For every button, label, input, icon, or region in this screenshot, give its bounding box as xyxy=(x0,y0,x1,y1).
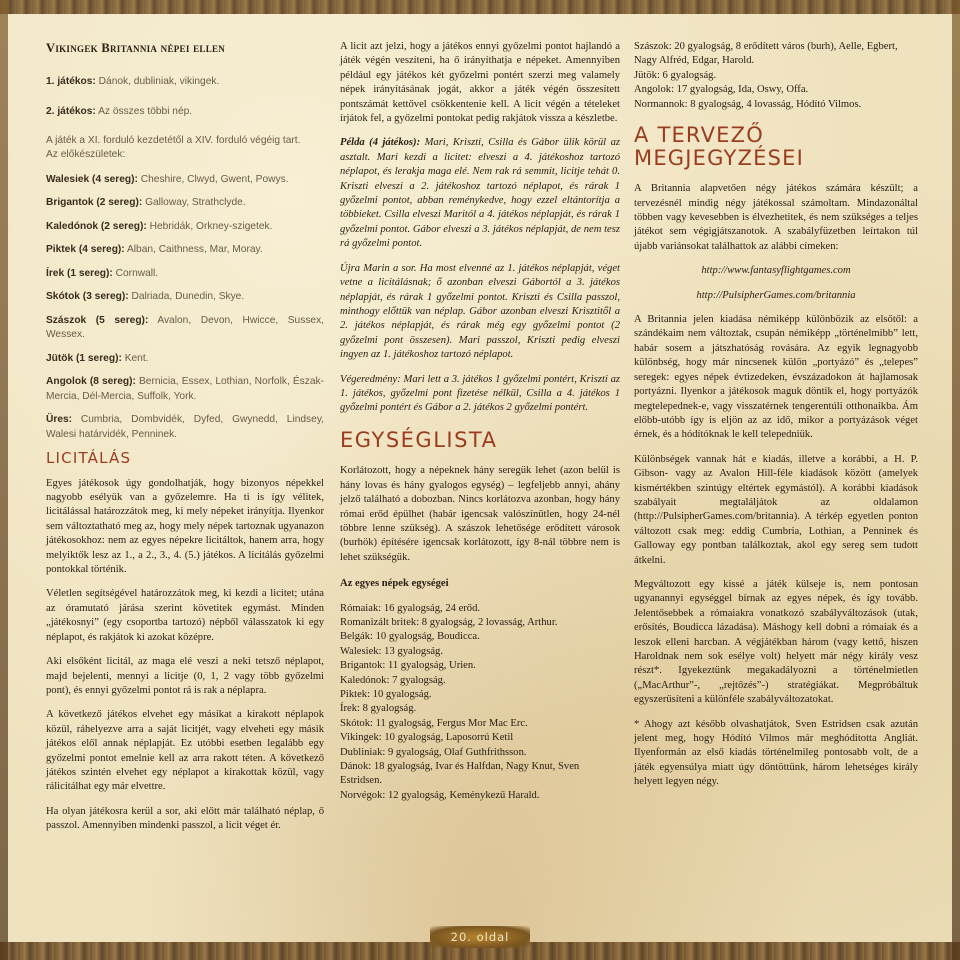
designer-notes-heading-line1: A TERVEZŐ xyxy=(634,123,764,148)
setup-text: Avalon, Devon, Hwicce, Sussex, Wessex. xyxy=(46,314,324,341)
setup-text: Hebridák, Orkney-szigetek. xyxy=(146,220,273,232)
bidding-paragraph: Egyes játékosok úgy gondolhatják, hogy bizonyos népekkel nagyobb esélyük van a győzelemre. Ha ti is így vélitek, licitálással határozzátok meg, ki mely népeket irányítja. Ilyenkor sem változtatható meg az, hogy mely népek tartoznak ugyanazon játékosokhoz: nem az egyes népekre licitáltok, hanem arra, hogy melyiktők lesz az 1., a 2., 3., 4. (5.) játékos. A licitálás győzelmi pontokkal történik. xyxy=(46,477,324,576)
designer-paragraph: Különbségek vannak hát e kiadás, illetve a korábbi, a H. P. Gibson- vagy az Avalon Hill-féle kiadások között (amelyek kismértékben szintúgy eltértek egymástól). A korábbi kiadások szabályait megtaláljátok az oldalamon (http://PulsipherGames.com/britannia). A térkép egyetlen ponton változott csak meg: eddig Cumbria, Lothian, a Penninek és Galloway egy pontban találkoztak, akol egy sereg sem tudott átkelni. xyxy=(634,453,918,566)
designer-notes-heading xyxy=(634,124,918,170)
peoples-units-heading: Az egyes népek egységei xyxy=(340,578,449,590)
setup-item xyxy=(46,290,324,304)
scenario-title: Vikingek Britannia népei ellen xyxy=(46,41,226,55)
unit-list-item: Kaledónok: 7 gyalogság. xyxy=(340,674,446,686)
bid-explanation: A licit azt jelzi, hogy a játékos ennyi győzelmi pontot hajlandó a játék végén veszíteni, ha ő irányíthatja e népeket. Amennyiben például egy játékos két győzelmi pontért szerzi meg valamely népek irányításának jogát, akkor a játék végén összesített pontszámát kettővel csökkentenie kell. A licit végén a tételeket írjátok fel, a győzelmi pontokat pedig rakjátok vissza a készletbe. xyxy=(340,41,620,125)
player2-label: 2. játékos: xyxy=(46,106,96,118)
setup-item xyxy=(46,375,324,404)
unit-list-item: Angolok: 17 gyalogság, Ida, Oswy, Offa. xyxy=(634,84,809,96)
bidding-paragraph: Ha olyan játékosra kerül a sor, aki előtt már található néplap, ő passzol. Amennyiben mindenki passzol, a licit véget ér. xyxy=(46,805,324,832)
player2-line xyxy=(46,105,324,119)
setup-item xyxy=(46,352,324,366)
setup-item xyxy=(46,196,324,210)
unit-list-heading: EGYSÉGLISTA xyxy=(340,427,498,452)
unit-list-item: Írek: 8 gyalogság. xyxy=(340,703,417,715)
setup-text: Bernicia, Essex, Lothian, Norfolk, Észak-Mercia, Dél-Mercia, Suffolk, York. xyxy=(46,376,324,402)
setup-item xyxy=(46,413,324,442)
setup-item xyxy=(46,220,324,234)
player2-text: Az összes többi nép. xyxy=(95,106,193,118)
example-result: Végeredmény: Mari lett a 3. játékos 1 győzelmi pontért, Kriszti az 1. játékos, győzelmi pont fizetése nélkül, Csilla a 4. játékos 1 győzelmi pontért és Gábor a 2. játékos 2 győzelmi pontért. xyxy=(340,373,620,414)
setup-heading: Az előkészületek: xyxy=(46,149,126,161)
decorative-top-border xyxy=(0,0,960,14)
unit-list-item: Skótok: 11 gyalogság, Fergus Mor Mac Erc. xyxy=(340,717,528,729)
player1-text: Dánok, dubliniak, vikingek. xyxy=(95,76,220,87)
setup-label: Brigantok (2 sereg): xyxy=(46,197,143,209)
setup-label: Szászok (5 sereg): xyxy=(46,314,149,326)
decorative-right-border xyxy=(952,0,960,960)
bidding-paragraph: Aki elsőként licitál, az maga elé veszi a neki tetsző néplapot, majd bejelenti, mennyi a licitje (0, 1, 2 vagy több győzelmi pont), és ennyi győzelmi pontot rá is rak a néplapra. xyxy=(46,656,324,696)
example-label: Példa (4 játékos): xyxy=(340,137,421,149)
unit-list-item: Jütök: 6 gyalogság. xyxy=(634,69,717,81)
designer-paragraph: A Britannia alapvetően négy játékos számára készült; a tervezésnél mindig négy játékossal számoltam. Mindazonáltal többen vagy kevesebben is élvezhetitek, és nem szükséges a teljes játékot sem végigjátszanotok. A szabályfüzetben leírtakon túl újabb variánsokat találhattok az alábbi címeken: xyxy=(634,183,918,252)
setup-list xyxy=(46,173,324,442)
setup-label: Írek (1 sereg): xyxy=(46,267,113,279)
setup-text: Cornwall. xyxy=(112,267,159,279)
unit-list-item: Rómaiak: 16 gyalogság, 24 erőd. xyxy=(340,602,481,614)
unit-list-item: Piktek: 10 gyalogság. xyxy=(340,688,432,700)
example-paragraph xyxy=(340,136,620,251)
designer-paragraph: A Britannia jelen kiadása némiképp különbözik az elsőtől: a szándékaim nem változtak, csupán némiképp „történelmibb” lett, habár sosem a játszhatóság rovására. Az egyik legnagyobb különbség, hogy már nincsenek külön „portyázó” és „telepes” seregek: egyes népek évtizedeken, évszázadokon át hajlamosak portyázni. Ilyenkor a játékosok maguk döntik el, hogy portyázók megtelepednek-e, vagy visszatérnek tengerentúli otthonaikba. Ám előbb-utóbb így is eljön az az idő, mikor a portyázások véget érnek, és a hódítóknak le kell telepedniük. xyxy=(634,314,918,441)
setup-text: Galloway, Strathclyde. xyxy=(142,197,246,209)
unit-list-item: Brigantok: 11 gyalogság, Urien. xyxy=(340,660,476,672)
setup-item xyxy=(46,314,324,343)
unit-list-item: Szászok: 20 gyalogság, 8 erődített város (burh), Aelle, Egbert, Nagy Alfréd, Edgar, Harold. xyxy=(634,41,898,67)
column-left xyxy=(46,40,324,844)
decorative-left-border xyxy=(0,0,8,960)
player1-label: 1. játékos: xyxy=(46,76,96,87)
setup-text: Cumbria, Dombvidék, Dyfed, Gwynedd, Lindsey, Walesi határvidék, Penninek. xyxy=(46,414,324,440)
unit-list xyxy=(340,602,620,804)
setup-text: Dalriada, Dunedin, Skye. xyxy=(128,291,245,303)
setup-text: Alban, Caithness, Mar, Moray. xyxy=(124,244,263,256)
bidding-paragraph: A következő játékos elvehet egy másikat a kirakott néplapok közül, ráhelyezve arra a saját licitjét, vagy elveheti egy másik játékos elől annak néplapját. Ez utóbbi esetben legalább egy győzelmi pontot emelnie kell az arra rakott téten. A következő játékos szintén elvehet egy néplapot a kirakottak közül, vagy rálicitálhat egy már elvettre. xyxy=(46,709,324,793)
designer-paragraph: Megváltozott egy kissé a játék külseje is, nem pontosan ugyanannyi egységgel bírnak az egyes népek, és így tovább. Jelentősebbek a rómaiakra vonatkozó szabályváltozások (utak, erősítés, Boudicca lázadása). Máshogy kell dobni a rómaiak és a leszok elleni harcban. A végjátékban három (vagy kettő, hiszen Haroldnak nem sok esélye volt) helyett már négy király vesz részt*. Igyekeztünk megakadályozni a történelmietlen („MacArthur”-, „rejtőzés”-) stratégiákat. Megpróbáltuk egyszerűsíteni a különféle szabályváltozatokat. xyxy=(634,578,918,706)
designer-footnote: * Ahogy azt később olvashatjátok, Sven Estridsen csak azután jelent meg, hogy Hódító Vilmos már meghódította Angliát. Ilyenformán az első kiadás történelmileg pontosabb volt, de a játék egyensúlya miatt úgy döntöttünk, három lehetséges király helyett legyen négy. xyxy=(634,718,918,788)
setup-label: Kaledónok (2 sereg): xyxy=(46,220,147,232)
url-link[interactable]: http://www.fantasyflightgames.com xyxy=(701,265,851,277)
url-link[interactable]: http://PulsipherGames.com/britannia xyxy=(696,289,856,301)
designer-notes-heading-line2: MEGJEGYZÉSEI xyxy=(634,146,805,171)
setup-label: Angolok (8 sereg): xyxy=(46,376,136,388)
setup-item xyxy=(46,267,324,281)
setup-label: Üres: xyxy=(46,414,73,426)
unit-list-intro: Korlátozott, hogy a népeknek hány seregük lehet (azon belül is hány lovas és hány gyalogos egység) – legfeljebb annyi, ahány jelző található a dobozban. Nincs korlátozva azonban, hogy hány római erőd épülhet (habár igencsak valószínűtlen, hogy 24-nél többre lenne szükség). A szászok lehetősége erődített városok (burhök) építésére igencsak korlátozott, így 8-nál többre nem is lehet szükségük. xyxy=(340,465,620,563)
unit-list-item: Dubliniak: 9 gyalogság, Olaf Guthfrithsson. xyxy=(340,746,527,758)
setup-item xyxy=(46,173,324,187)
page-number-badge: 20. oldal xyxy=(430,926,530,948)
unit-list-item: Dánok: 18 gyalogság, Ivar és Halfdan, Nagy Knut, Sven Estridsen. xyxy=(340,761,580,787)
player1-line xyxy=(46,75,324,89)
unit-list-item: Walesiek: 13 gyalogság. xyxy=(340,645,443,657)
setup-label: Skótok (3 sereg): xyxy=(46,291,129,303)
example-paragraph: Újra Marin a sor. Ha most elvenné az 1. játékos néplapját, véget vetne a licitálásnak; ő azonban elveszi Gábortól a 3. játékos néplapját, és rárak 1 győzelmi pontot. Kriszti és Csilla passzol, minthogy előttük van néplap. Gábor azonban elveszi Krisztitől a 2. játékos néplapját, és rárak még egy győzelmi pontot (2 győzelmi pont összesen). Mari passzol, Kriszti pedig elveszi ingyen az 1. játékoshoz tartozó néplapot. xyxy=(340,262,620,361)
unit-list-item: Vikingek: 10 gyalogság, Laposorrú Ketil xyxy=(340,732,514,744)
setup-label: Jütök (1 sereg): xyxy=(46,352,122,364)
turn-range-text: A játék a XI. forduló kezdetétől a XIV. forduló végéig tart. xyxy=(46,134,301,146)
column-right xyxy=(634,40,918,800)
bidding-paragraph: Véletlen segítségével határozzátok meg, ki kezdi a licitet; utána az óramutató járása szerint követitek egymást. Minden „játékosnyi” (egy csoportba tartozó) népből válasszatok ki egy néplapot, és rakjátok ki azokat középre. xyxy=(46,588,324,643)
column-middle xyxy=(340,40,620,803)
setup-text: Cheshire, Clwyd, Gwent, Powys. xyxy=(137,173,289,185)
unit-list-item: Romanizált britek: 8 gyalogság, 2 lovasság, Arthur. xyxy=(340,616,558,628)
bidding-heading: LICITÁLÁS xyxy=(46,449,132,468)
unit-list-item: Norvégok: 12 gyalogság, Keménykezű Harald. xyxy=(340,789,540,801)
setup-label: Piktek (4 sereg): xyxy=(46,244,125,256)
setup-text: Kent. xyxy=(121,352,149,364)
turn-range xyxy=(46,134,324,148)
unit-list-item: Normannok: 8 gyalogság, 4 lovasság, Hódító Vilmos. xyxy=(634,98,862,110)
setup-item xyxy=(46,243,324,257)
setup-label: Walesiek (4 sereg): xyxy=(46,173,138,185)
unit-list-continued xyxy=(634,40,918,112)
unit-list-item: Belgák: 10 gyalogság, Boudicca. xyxy=(340,631,480,643)
example-text: Mari, Kriszti, Csilla és Gábor ülik körül az asztalt. Mari kezdi a licitet: elveszi a 4. játékoshoz tartozó néplapot, és lerakja maga elé. Nem rak rá semmit, licitje tehát 0. Kriszti elveszi a 2. játékoshoz tartozó néplapot, és rárak 1 győzelmi pontot, abban reménykedve, hogy ezzel eltántorítja a többieket. Csilla elveszi Maritól a 4. játékos néplapját, és rárak 1 győzelmi pontot. Gábor elveszi a 3. játékos néplapját, de nem tesz rá győzelmi pontot. xyxy=(340,137,620,250)
